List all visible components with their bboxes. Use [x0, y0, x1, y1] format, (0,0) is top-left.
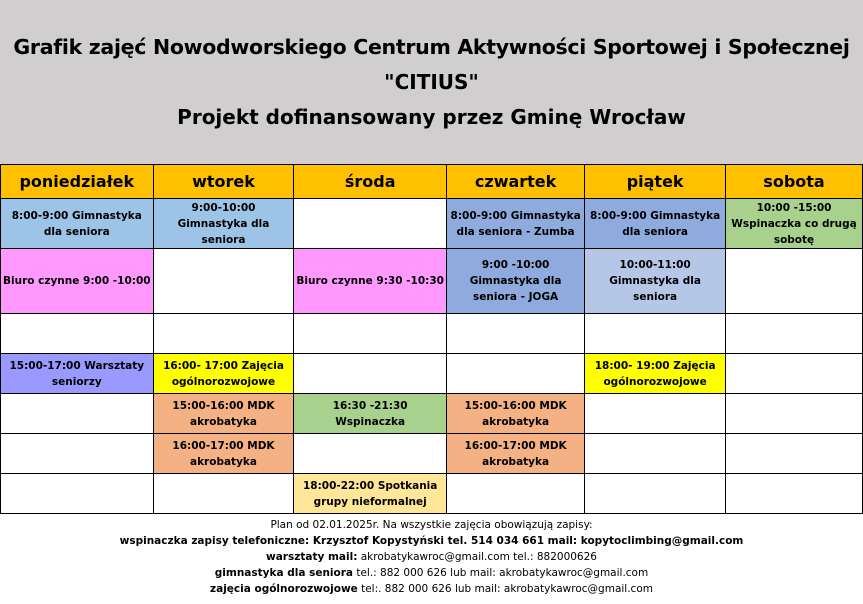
- empty-cell: [294, 354, 447, 394]
- title-line-2: "CITIUS": [384, 69, 479, 94]
- empty-cell: [153, 249, 294, 314]
- event-cell: 18:00-22:00 Spotkania grupy nieformalnej: [294, 474, 447, 514]
- empty-cell: [1, 434, 154, 474]
- day-tuesday: wtorek: [153, 165, 294, 199]
- event-cell: 8:00-9:00 Gimnastyka dla seniora - Zumba: [446, 199, 584, 249]
- event-cell: Biuro czynne 9:30 -10:30: [294, 249, 447, 314]
- empty-cell: [1, 474, 154, 514]
- table-row: [1, 354, 863, 394]
- empty-cell: [726, 354, 863, 394]
- empty-cell: [1, 394, 154, 434]
- event-cell: 15:00-16:00 MDK akrobatyka: [446, 394, 584, 434]
- empty-cell: [585, 474, 726, 514]
- empty-cell: [726, 249, 863, 314]
- empty-cell: [1, 314, 154, 354]
- empty-cell: [446, 474, 584, 514]
- day-thursday: czwartek: [446, 165, 584, 199]
- event-cell: 15:00-17:00 Warsztaty seniorzy: [1, 354, 154, 394]
- event-cell: 16:30 -21:30 Wspinaczka: [294, 394, 447, 434]
- footer-gymnastics-contact: gimnastyka dla seniora tel.: 882 000 626 lub mail: akrobatykawroc@gmail.com: [214, 567, 649, 579]
- title-line-1: Grafik zajęć Nowodworskiego Centrum Aktywności Sportowej i Społecznej: [13, 34, 850, 59]
- footer-notes: [0, 517, 863, 597]
- footer-general-contact: zajęcia ogólnorozwojowe tel:. 882 000 626 lub mail: akrobatykawroc@gmail.com: [210, 583, 653, 595]
- empty-cell: [585, 394, 726, 434]
- table-row: [1, 249, 863, 314]
- event-cell: 10:00 -15:00 Wspinaczka co drugą sobotę: [726, 199, 863, 249]
- empty-cell: [726, 434, 863, 474]
- footer-plan-note: Plan od 02.01.2025r. Na wszystkie zajęcia obowiązują zapisy:: [270, 519, 593, 531]
- day-saturday: sobota: [726, 165, 863, 199]
- title-line-3: Projekt dofinansowany przez Gminę Wrocław: [177, 104, 686, 129]
- title-banner: [0, 0, 863, 164]
- event-cell: 10:00-11:00 Gimnastyka dla seniora: [585, 249, 726, 314]
- event-cell: 18:00- 19:00 Zajęcia ogólnorozwojowe: [585, 354, 726, 394]
- event-cell: Biuro czynne 9:00 -10:00: [1, 249, 154, 314]
- event-cell: 16:00-17:00 MDK akrobatyka: [153, 434, 294, 474]
- empty-cell: [153, 314, 294, 354]
- event-cell: 16:00- 17:00 Zajęcia ogólnorozwojowe: [153, 354, 294, 394]
- footer-climbing-contact: wspinaczka zapisy telefoniczne: Krzysztof Kopystyński tel. 514 034 661 mail: kopytoclimbing@gmail.com: [119, 535, 744, 547]
- empty-cell: [585, 434, 726, 474]
- event-cell: 8:00-9:00 Gimnastyka dla seniora: [1, 199, 154, 249]
- day-wednesday: środa: [294, 165, 447, 199]
- day-header-row: [1, 165, 863, 199]
- empty-cell: [153, 474, 294, 514]
- event-cell: 15:00-16:00 MDK akrobatyka: [153, 394, 294, 434]
- empty-cell: [294, 314, 447, 354]
- empty-cell: [585, 314, 726, 354]
- table-row: [1, 394, 863, 434]
- table-row: [1, 434, 863, 474]
- empty-cell: [726, 314, 863, 354]
- table-row: [1, 314, 863, 354]
- event-cell: 9:00 -10:00 Gimnastyka dla seniora - JOGA: [446, 249, 584, 314]
- table-row: [1, 474, 863, 514]
- event-cell: 9:00-10:00 Gimnastyka dla seniora: [153, 199, 294, 249]
- empty-cell: [446, 354, 584, 394]
- event-cell: 8:00-9:00 Gimnastyka dla seniora: [585, 199, 726, 249]
- empty-cell: [726, 474, 863, 514]
- table-row: [1, 199, 863, 249]
- schedule-table: [0, 164, 863, 514]
- empty-cell: [294, 434, 447, 474]
- empty-cell: [446, 314, 584, 354]
- empty-cell: [294, 199, 447, 249]
- day-monday: poniedziałek: [1, 165, 154, 199]
- footer-workshops-contact: warsztaty mail: akrobatykawroc@gmail.com tel.: 882000626: [266, 551, 597, 563]
- day-friday: piątek: [585, 165, 726, 199]
- empty-cell: [726, 394, 863, 434]
- event-cell: 16:00-17:00 MDK akrobatyka: [446, 434, 584, 474]
